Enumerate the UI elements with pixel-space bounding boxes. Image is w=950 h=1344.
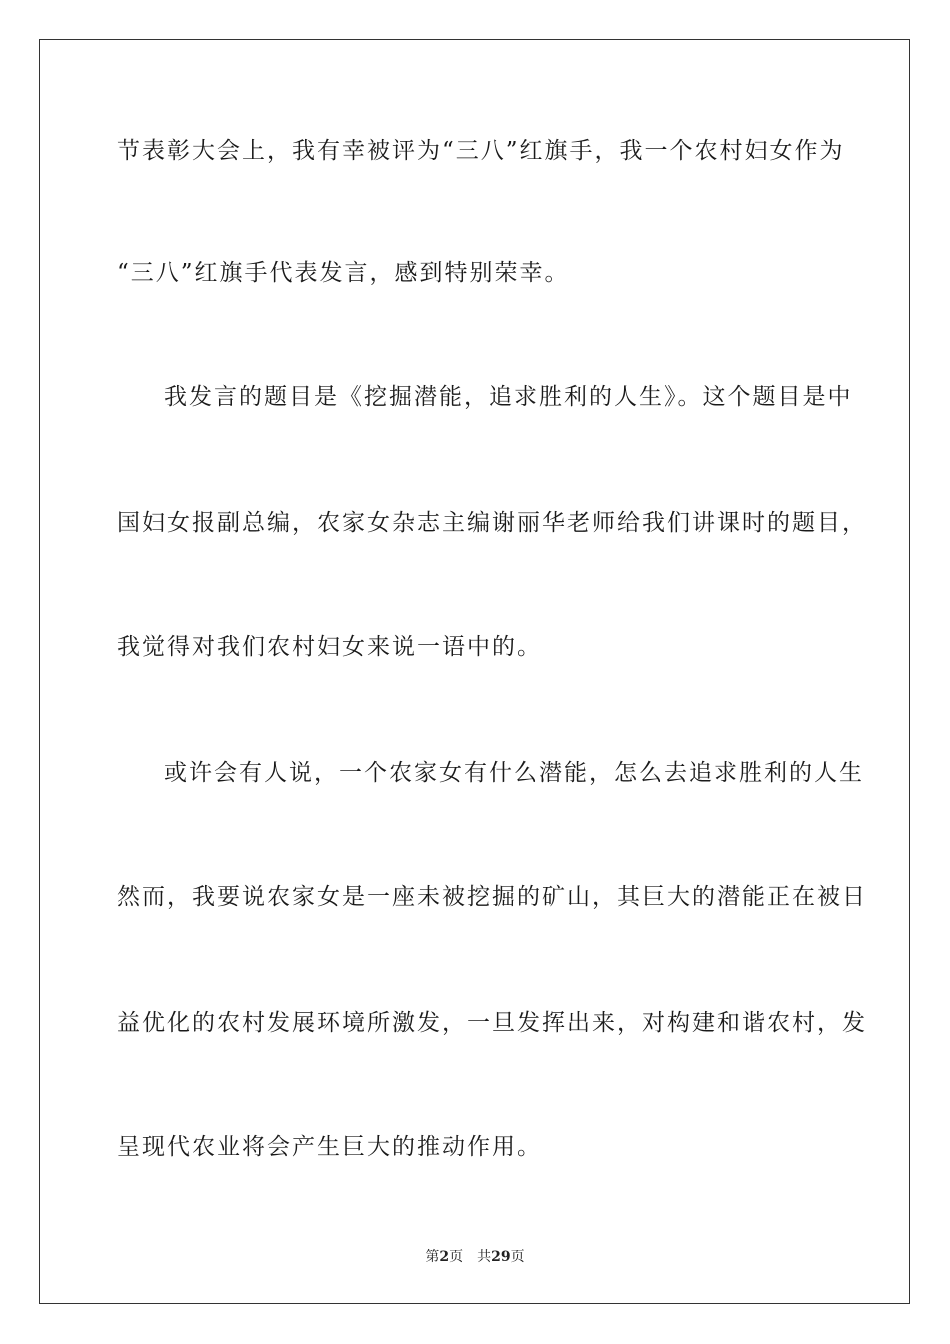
page-suffix: 页	[449, 1249, 464, 1265]
text-line-9: 呈现代农业将会产生巨大的推动作用。	[117, 1134, 542, 1160]
page-number: 2	[439, 1249, 450, 1265]
text-line-1: 节表彰大会上，我有幸被评为“三八”红旗手，我一个农村妇女作为	[117, 138, 845, 164]
paragraph-start-line-3: 我发言的题目是《挖掘潜能，追求胜利的人生》。这个题目是中	[164, 384, 853, 410]
page-prefix: 第	[425, 1249, 440, 1265]
text-line-5: 我觉得对我们农村妇女来说一语中的。	[117, 634, 542, 660]
page-border	[39, 39, 910, 1304]
text-line-4: 国妇女报副总编，农家女杂志主编谢丽华老师给我们讲课时的题目，	[117, 510, 867, 536]
total-pages: 29	[491, 1249, 511, 1265]
text-line-8: 益优化的农村发展环境所激发，一旦发挥出来，对构建和谐农村，发	[117, 1010, 867, 1036]
paragraph-start-line-6: 或许会有人说，一个农家女有什么潜能，怎么去追求胜利的人生	[164, 760, 864, 786]
total-suffix: 页	[510, 1249, 525, 1265]
page-footer	[0, 1248, 950, 1266]
total-prefix: 共	[477, 1249, 492, 1265]
text-line-7: 然而，我要说农家女是一座未被挖掘的矿山，其巨大的潜能正在被日	[117, 884, 867, 910]
text-line-2: “三八”红旗手代表发言，感到特别荣幸。	[117, 260, 570, 286]
